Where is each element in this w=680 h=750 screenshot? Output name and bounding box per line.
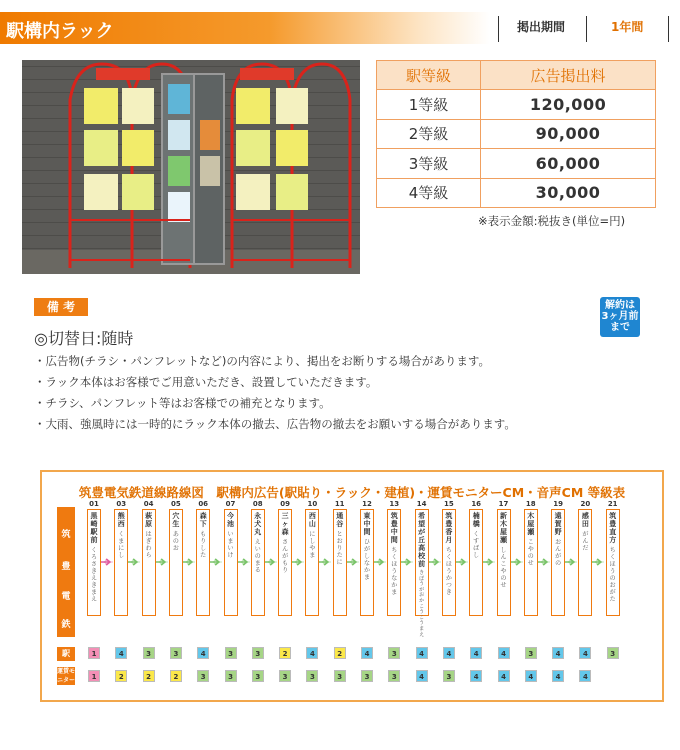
grade-cell: 4等級 [377,178,481,208]
monitor-grade-cell: 2 [115,670,127,682]
col-header-grade: 駅等級 [377,61,481,90]
table-row [377,178,656,208]
station-grade-cell: 3 [388,647,400,659]
station-reading: ち く ほ う か つ き [445,547,452,596]
rack-illustration [22,60,360,274]
period-label: 掲出期間 [517,20,566,34]
route-arrow [511,558,523,566]
station-name: 通 谷 [336,512,344,528]
station-grade-cell: 3 [225,647,237,659]
station-number: 04 [143,500,154,508]
list-item: ・広告物(チラシ・パンフレットなど)の内容により、掲出をお断りする場合があります。 [34,354,490,368]
station-name: 熊 西 [117,512,125,528]
station-reading: く ろ さ き え き ま え [90,547,97,603]
station-number: 15 [444,500,454,508]
route-arrow [592,558,604,566]
line-name-label [57,507,75,685]
route-arrow [401,558,413,566]
monitor-row-label: 運賃モニター [57,668,76,684]
station-name: 木 屋 瀬 [527,512,535,536]
station-20 [578,509,592,616]
station-number: 06 [198,500,209,508]
monitor-grade-cell: 2 [143,670,155,682]
station-grade-cell: 3 [252,647,264,659]
station-grade-cell: 4 [498,647,510,659]
list-item: ・大雨、強風時には一時的にラック本体の撤去、広告物の撤去をお願いする場合があります。 [34,417,516,431]
station-grade-cell: 4 [552,647,564,659]
station-14 [415,509,429,638]
station-number: 18 [525,500,536,508]
divider [668,16,669,42]
station-name: 三 ヶ 森 [281,512,289,536]
fee-cell: 120,000 [481,90,656,120]
station-number: 13 [389,500,400,508]
monitor-grade-cell: 4 [416,670,428,682]
station-number: 09 [280,500,290,508]
line-char: 豊 [61,562,71,572]
line-name [57,507,75,637]
station-11 [333,509,347,616]
list-item: ・チラシ、パンフレット等はお客様での補充となります。 [34,396,331,410]
station-grade-cell: 3 [170,647,182,659]
fee-cell: 30,000 [481,178,656,208]
station-reading: こ や の せ [527,539,534,567]
station-number: 21 [607,500,618,508]
station-number: 03 [116,500,127,508]
station-rack-photo [22,60,360,274]
remarks-label: 備 考 [34,298,88,316]
station-reading: ひ が し な か ま [363,539,370,581]
grade-cell: 3等級 [377,149,481,179]
station-grade-cell: 1 [88,647,100,659]
period-value: 1年間 [611,20,644,34]
remarks-list [34,351,516,435]
station-grade-cell: 4 [443,647,455,659]
grade-cell: 1等級 [377,90,481,120]
route-arrow [456,558,468,566]
route-arrow [238,558,250,566]
station-reading: ち く ほ う な か ま [391,547,398,596]
badge-line: 3ヶ月前 [601,311,639,322]
table-row [377,119,656,149]
route-map [40,470,664,702]
route-arrow [319,558,331,566]
cancel-notice-badge [600,297,640,337]
line-char: 筑 [61,530,71,540]
badge-line: まで [610,322,630,333]
station-number: 20 [580,500,591,508]
divider [498,16,499,42]
station-number: 10 [307,500,318,508]
monitor-grade-cell: 3 [388,670,400,682]
fee-cell: 60,000 [481,149,656,179]
monitor-grade-cell: 3 [443,670,455,682]
station-grade-cell: 2 [334,647,346,659]
monitor-grade-cell: 4 [525,670,537,682]
station-reading: ち く ほ う の お が た [609,547,616,603]
monitor-grade-cell: 4 [498,670,510,682]
station-12 [360,509,374,616]
monitor-grade-cell: 2 [170,670,182,682]
station-09 [278,509,292,616]
cutover-text: ◎切替日:随時 [34,329,134,348]
station-reading: も り し た [200,531,207,559]
monitor-grade-cell: 3 [252,670,264,682]
title-bar [0,12,490,44]
fee-cell: 90,000 [481,119,656,149]
station-05 [169,509,183,616]
monitor-grade-cell: 3 [197,670,209,682]
route-arrow [565,558,577,566]
station-grade-cell: 3 [525,647,537,659]
station-reading: お ん が の [555,539,562,567]
station-name: 永 犬 丸 [254,512,262,536]
station-16 [469,509,483,616]
station-name: 楠 橋 [472,512,480,528]
route-arrow [347,558,359,566]
station-reading: あ の お [172,531,179,552]
station-01 [87,509,101,616]
station-number: 07 [225,500,236,508]
station-row-label: 駅 [57,647,75,661]
station-name: 東 中 間 [363,512,371,536]
line-char: 電 [61,592,71,602]
route-arrow [429,558,441,566]
tax-note: ※表示金額:税抜き(単位=円) [478,214,626,228]
station-reading: き ぼ う が お か こ う こ う ま え [419,570,425,638]
station-reading: く ま に し [118,531,125,559]
station-number: 17 [498,500,509,508]
route-arrow [156,558,168,566]
station-name: 感 田 [581,512,589,528]
station-number: 16 [471,500,482,508]
station-number: 01 [89,500,99,508]
station-name: 筑 豊 香 月 [445,512,453,544]
monitor-grade-cell: 3 [334,670,346,682]
table-row [377,149,656,179]
station-reading: と お り た に [336,531,343,566]
station-name: 筑 豊 中 間 [390,512,398,544]
station-grade-cell: 2 [279,647,291,659]
station-reading: に し や ま [309,531,316,559]
station-grade-cell: 3 [143,647,155,659]
station-07 [224,509,238,616]
station-13 [387,509,401,616]
station-17 [497,509,511,616]
route-arrow [374,558,386,566]
station-reading: い ま い け [227,531,234,559]
table-row [377,90,656,120]
station-name: 筑 豊 直 方 [609,512,617,544]
station-name: 穴 生 [172,512,180,528]
station-grade-cell: 4 [470,647,482,659]
station-name: 森 下 [199,512,207,528]
station-21 [606,509,620,616]
station-grade-cell: 4 [361,647,373,659]
route-arrow [538,558,550,566]
route-arrow [128,558,140,566]
route-arrow [483,558,495,566]
station-number: 11 [334,500,345,508]
station-name: 今 池 [227,512,234,528]
station-reading: は ぎ わ ら [145,531,152,559]
station-name: 遠 賀 野 [554,512,562,536]
route-arrow [101,558,113,566]
station-number: 19 [553,500,563,508]
badge-line: 解約は [605,300,635,311]
route-arrow [265,558,277,566]
station-name: 希 望 が 丘 高 校 前 [418,512,426,568]
list-item: ・ラック本体はお客様でご用意いただき、設置していただきます。 [34,375,378,389]
price-table [376,60,656,208]
station-number: 05 [171,500,181,508]
monitor-grade-cell: 4 [470,670,482,682]
station-19 [551,509,565,616]
route-arrow [210,558,222,566]
station-reading: し ん こ や の せ [500,547,507,589]
station-reading: さ ん が も り [282,539,289,574]
monitor-grade-cell: 3 [361,670,373,682]
station-grade-cell: 4 [115,647,127,659]
col-header-fee: 広告掲出料 [481,61,656,90]
route-arrow [183,558,195,566]
station-10 [305,509,319,616]
station-number: 14 [416,500,427,508]
station-reading: が ん だ [582,531,589,552]
station-name: 萩 原 [145,512,153,528]
station-grade-cell: 4 [306,647,318,659]
station-grade-cell: 4 [579,647,591,659]
route-arrow [292,558,304,566]
station-name: 新 木 屋 瀬 [500,512,507,544]
monitor-grade-cell: 4 [552,670,564,682]
station-06 [196,509,210,616]
monitor-grade-cell: 3 [306,670,318,682]
station-18 [524,509,538,616]
route-map-title: 筑豊電気鉄道線路線図 駅構内広告(駅貼り・ラック・建植)・運賃モニターCM・音声CM 等級表 [78,485,626,500]
monitor-grade-cell: 3 [225,670,237,682]
station-15 [442,509,456,616]
page-title: 駅構内ラック [6,21,114,42]
station-number: 08 [252,500,263,508]
station-grade-cell: 4 [197,647,209,659]
station-reading: く す ば し [473,531,480,559]
station-name: 西 山 [308,512,316,528]
monitor-grade-cell: 4 [579,670,591,682]
divider [586,16,587,42]
station-reading: え い の ま る [254,539,261,574]
station-number: 12 [362,500,372,508]
station-03 [114,509,128,616]
station-grade-cell: 4 [416,647,428,659]
grade-cell: 2等級 [377,119,481,149]
line-char: 鉄 [61,620,71,630]
station-08 [251,509,265,616]
station-grade-cell: 3 [607,647,619,659]
station-name: 黒 崎 駅 前 [90,512,98,544]
monitor-grade-cell: 1 [88,670,100,682]
monitor-grade-cell: 3 [279,670,291,682]
station-04 [142,509,156,616]
